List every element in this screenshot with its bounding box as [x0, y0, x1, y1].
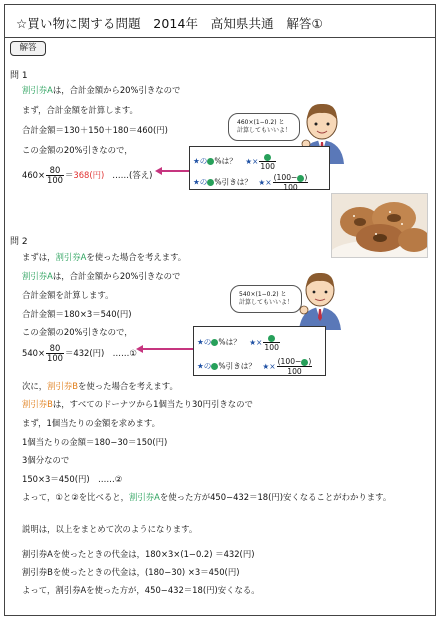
q2-l7-b: を使った場合を考えます。: [78, 381, 178, 391]
coupon-b-term: 割引券B: [47, 381, 78, 391]
hint-1-r1-c: ★×: [245, 156, 259, 166]
q2-line-1: [22, 251, 186, 263]
q1-frac-num: 80: [46, 166, 64, 176]
hint-2-r1-b: %は？: [218, 337, 241, 347]
q2-l13-a: よって，①と②を比べると，: [22, 492, 129, 502]
q1-calc-a: 460×: [22, 170, 46, 180]
q2-line-4: 合計金額＝180×3＝540(円): [22, 309, 132, 319]
hint-1-r2-den: 100: [283, 183, 298, 192]
hint-2-frac-1: [263, 333, 280, 352]
q2-l7-a: 次に，: [22, 381, 48, 391]
q2-l13-b: を使った方が450−432＝18(円)安くなることがわかります。: [159, 492, 392, 502]
question-2-label: 問 2: [10, 237, 28, 247]
q1-line-1: [22, 84, 180, 96]
hint-2-r2-c: ★×: [262, 361, 276, 371]
green-dot-icon: [264, 154, 271, 161]
q2-line-5: この金額の20%引きなので，: [22, 327, 133, 337]
q2-line-15: 割引券Aを使ったときの代金は，180×3×(1−0.2) ＝432(円): [22, 549, 255, 559]
teacher-illustration: [296, 268, 344, 330]
q2-line-12: 150×3＝450(円) ……②: [22, 474, 123, 484]
q2-line-3: 合計金額を計算します。: [22, 290, 114, 300]
answer-badge: 解答: [10, 41, 46, 56]
coupon-a-term: 割引券A: [22, 271, 53, 281]
q1-arrow: [161, 170, 190, 172]
q2-calculation: [22, 342, 137, 364]
hint-2-r2-b: %引きは？: [218, 361, 256, 371]
hint-1-r2-num2: ): [304, 173, 308, 182]
bubble-2-line-2: 計算してもいいよ！: [239, 299, 294, 306]
hint-1-r2-num: (100−: [273, 173, 298, 182]
q2-calc-b: ＝432(円) ……①: [65, 348, 137, 358]
q1-answer-tag: ……(答え): [112, 170, 153, 180]
q2-line-8: [22, 398, 253, 410]
hint-1-frac-1: [259, 152, 276, 171]
bubble-2-line-1: 540×(1−0.2) と: [239, 291, 287, 298]
hint-1-star-b: ★の: [193, 177, 208, 187]
q2-line-16: 割引券Bを使ったときの代金は，(180−30) ×3＝450(円): [22, 567, 240, 577]
hint-1-r2-b: %引きは？: [214, 177, 252, 187]
coupon-a-term: 割引券A: [128, 492, 160, 502]
q2-l2-rest: は，合計金額から20%引きなので: [52, 271, 181, 281]
q1-answer-value: 368(円): [73, 170, 105, 180]
green-dot-icon: [268, 335, 275, 342]
q2-line-2: [22, 270, 180, 282]
q2-fraction: [46, 344, 64, 363]
q2-frac-num: 80: [46, 344, 64, 354]
q2-frac-den: 100: [47, 353, 64, 363]
hint-2-r2-num2: ): [308, 357, 312, 366]
q1-fraction: [46, 166, 64, 185]
q2-line-7: [22, 380, 178, 392]
hint-1-row-1: [193, 152, 277, 171]
q2-calc-a: 540×: [22, 348, 46, 358]
q2-l1-b: を使った場合を考えます。: [86, 252, 187, 262]
q2-line-14: 説明は，以上をまとめて次のようになります。: [22, 524, 198, 534]
q1-frac-den: 100: [47, 175, 64, 185]
q2-arrow: [142, 348, 194, 350]
q2-line-10: 1個当たりの金額＝180−30＝150(円): [22, 437, 168, 447]
donut-photo: [331, 193, 428, 258]
bubble-1-line-1: 460×(1−0.2) と: [237, 119, 285, 126]
q1-line-1-text: は，合計金額から20%引きなので: [52, 85, 181, 95]
q1-calc-eq: ＝: [65, 170, 74, 180]
title-bar: [4, 4, 436, 38]
q2-line-17: よって，割引券Aを使った方が，450−432＝18(円)安くなる。: [22, 585, 260, 595]
coupon-a-term: 割引券A: [22, 85, 53, 95]
q2-line-13: [22, 491, 391, 503]
hint-2-r2-num: (100−: [277, 357, 302, 366]
q1-line-2: まず，合計金額を計算します。: [22, 105, 138, 115]
q2-l1-a: まずは，: [22, 252, 56, 262]
hint-1-star-a: ★の: [193, 156, 208, 166]
hint-2-star-b: ★の: [197, 361, 212, 371]
hint-2-row-2: [197, 357, 313, 376]
bubble-1-line-2: 計算してもいいよ！: [237, 127, 292, 134]
hint-bubble-2: [230, 285, 302, 313]
q2-line-9: まず，1個当たりの金額を求めます。: [22, 418, 160, 428]
hint-1-r2-c: ★×: [258, 177, 272, 187]
hint-2-row-1: [197, 333, 281, 352]
hint-1-r1-b: %は？: [214, 156, 237, 166]
question-1-label: 問 1: [10, 71, 28, 81]
hint-1-r1-den: 100: [260, 162, 275, 171]
page-title: ☆買い物に関する問題 2014年 高知県共通 解答①: [16, 16, 323, 31]
hint-1-row-2: [193, 173, 309, 192]
q1-line-3: 合計金額＝130＋150＋180＝460(円): [22, 125, 168, 135]
hint-1-frac-2: [273, 173, 309, 192]
q2-l8-rest: は，すべてのドーナツから1個当たり30円引きなので: [52, 399, 253, 409]
coupon-a-term: 割引券A: [55, 252, 87, 262]
q1-calculation: [22, 164, 152, 186]
hint-2-r1-den: 100: [264, 343, 279, 352]
hint-2-r1-c: ★×: [249, 337, 263, 347]
q2-line-11: 3個分なので: [22, 455, 70, 465]
hint-bubble-1: [228, 113, 300, 141]
hint-2-star-a: ★の: [197, 337, 212, 347]
q1-line-4: この金額の20%引きなので，: [22, 145, 133, 155]
hint-2-frac-2: [277, 357, 313, 376]
hint-2-r2-den: 100: [287, 367, 302, 376]
coupon-b-term: 割引券B: [22, 399, 53, 409]
